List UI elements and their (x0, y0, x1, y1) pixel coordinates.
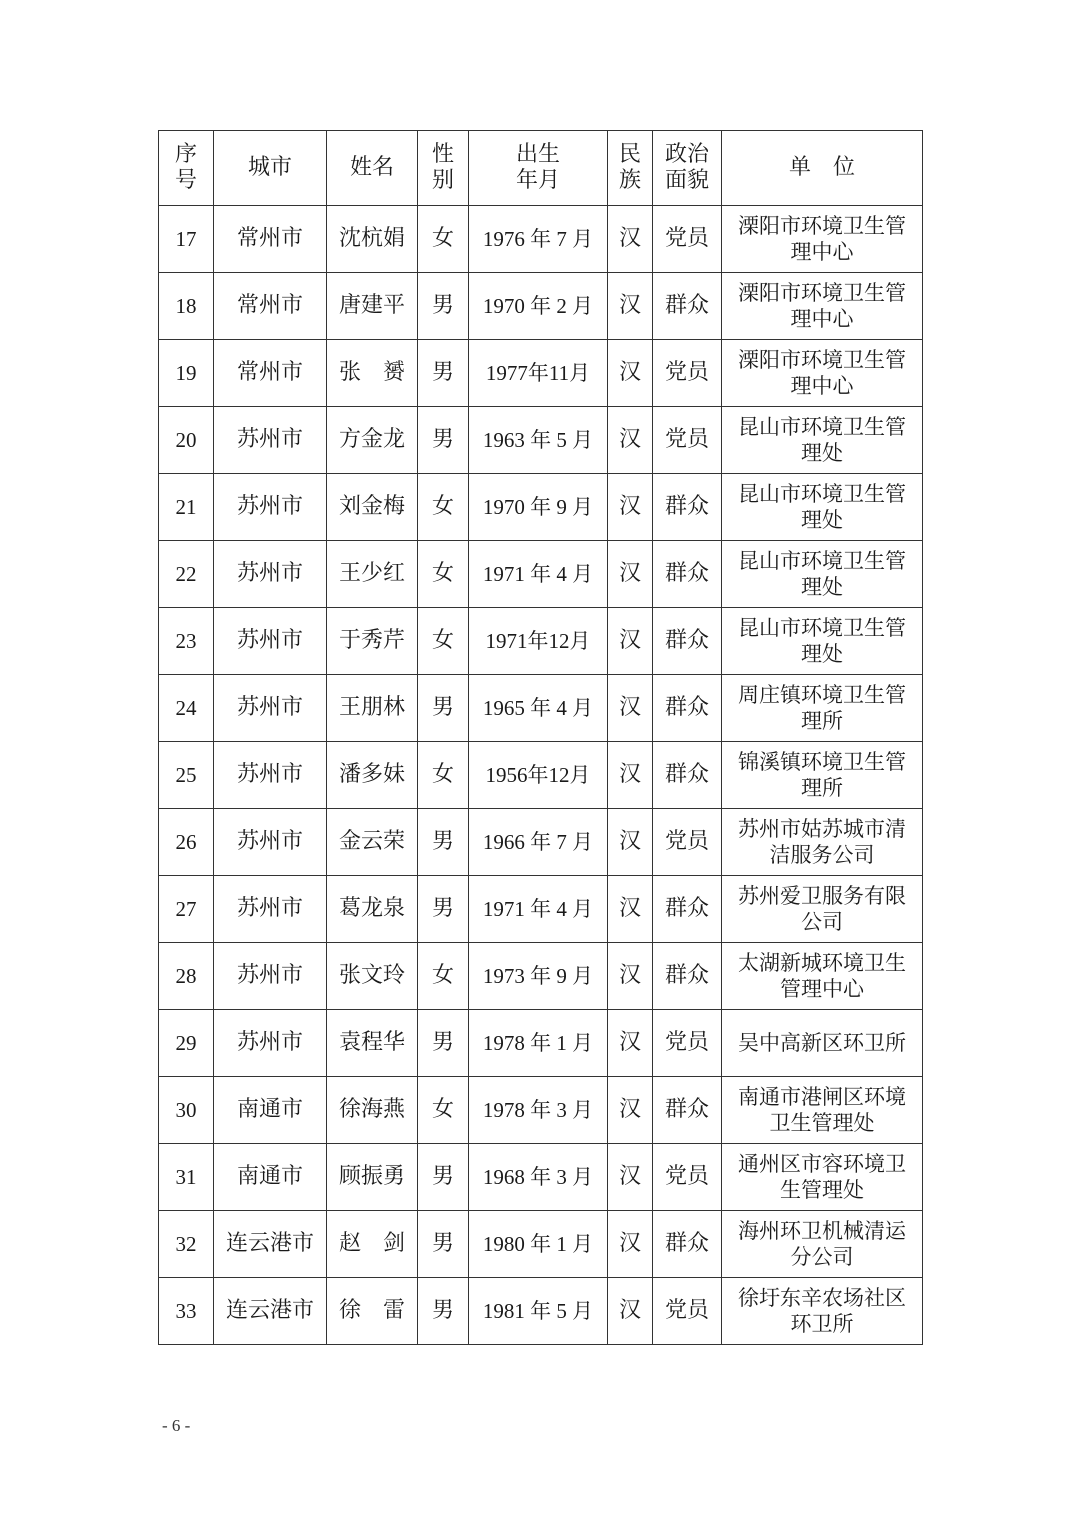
cell-city: 苏州市 (214, 474, 327, 541)
table-row (159, 1144, 923, 1211)
cell-birth: 1978 年 1 月 (469, 1010, 608, 1077)
table-header (159, 131, 923, 206)
header-ethnicity: 民 族 (608, 131, 653, 206)
cell-unit: 溧阳市环境卫生管理中心 (722, 273, 923, 340)
table-row (159, 1278, 923, 1345)
table-row (159, 541, 923, 608)
table-row (159, 742, 923, 809)
cell-city: 常州市 (214, 273, 327, 340)
cell-birth: 1966 年 7 月 (469, 809, 608, 876)
cell-birth: 1980 年 1 月 (469, 1211, 608, 1278)
table-row (159, 943, 923, 1010)
cell-gender: 男 (418, 1144, 469, 1211)
table-row (159, 1077, 923, 1144)
cell-name: 徐 雷 (327, 1278, 418, 1345)
cell-ethnicity: 汉 (608, 809, 653, 876)
page-number: - 6 - (162, 1416, 191, 1435)
cell-seq: 29 (159, 1010, 214, 1077)
cell-city: 苏州市 (214, 876, 327, 943)
cell-name: 王少红 (327, 541, 418, 608)
cell-political: 群众 (653, 1077, 722, 1144)
header-birth: 出生 年月 (469, 131, 608, 206)
cell-political: 党员 (653, 1010, 722, 1077)
cell-city: 南通市 (214, 1077, 327, 1144)
header-city: 城市 (214, 131, 327, 206)
cell-city: 南通市 (214, 1144, 327, 1211)
cell-seq: 25 (159, 742, 214, 809)
header-name: 姓名 (327, 131, 418, 206)
cell-gender: 女 (418, 206, 469, 273)
cell-ethnicity: 汉 (608, 206, 653, 273)
cell-name: 张 赟 (327, 340, 418, 407)
cell-city: 苏州市 (214, 407, 327, 474)
cell-unit: 吴中高新区环卫所 (722, 1010, 923, 1077)
cell-gender: 男 (418, 876, 469, 943)
cell-birth: 1981 年 5 月 (469, 1278, 608, 1345)
cell-name: 赵 剑 (327, 1211, 418, 1278)
cell-gender: 女 (418, 474, 469, 541)
cell-name: 金云荣 (327, 809, 418, 876)
cell-seq: 32 (159, 1211, 214, 1278)
table-row (159, 876, 923, 943)
table-row (159, 809, 923, 876)
cell-ethnicity: 汉 (608, 273, 653, 340)
cell-birth: 1965 年 4 月 (469, 675, 608, 742)
table-row (159, 340, 923, 407)
cell-unit: 苏州市姑苏城市清洁服务公司 (722, 809, 923, 876)
cell-ethnicity: 汉 (608, 340, 653, 407)
cell-birth: 1970 年 2 月 (469, 273, 608, 340)
cell-name: 沈杭娟 (327, 206, 418, 273)
cell-gender: 男 (418, 407, 469, 474)
cell-birth: 1968 年 3 月 (469, 1144, 608, 1211)
cell-unit: 苏州爱卫服务有限公司 (722, 876, 923, 943)
cell-political: 群众 (653, 675, 722, 742)
cell-political: 党员 (653, 1278, 722, 1345)
table-row (159, 608, 923, 675)
cell-seq: 24 (159, 675, 214, 742)
cell-gender: 男 (418, 1278, 469, 1345)
cell-unit: 锦溪镇环境卫生管理所 (722, 742, 923, 809)
cell-gender: 男 (418, 273, 469, 340)
cell-ethnicity: 汉 (608, 1144, 653, 1211)
cell-city: 连云港市 (214, 1278, 327, 1345)
cell-seq: 28 (159, 943, 214, 1010)
cell-gender: 女 (418, 943, 469, 1010)
cell-seq: 20 (159, 407, 214, 474)
cell-unit: 通州区市容环境卫生管理处 (722, 1144, 923, 1211)
cell-birth: 1978 年 3 月 (469, 1077, 608, 1144)
cell-political: 群众 (653, 541, 722, 608)
cell-seq: 17 (159, 206, 214, 273)
table-row (159, 675, 923, 742)
cell-political: 党员 (653, 809, 722, 876)
cell-name: 方金龙 (327, 407, 418, 474)
cell-unit: 南通市港闸区环境卫生管理处 (722, 1077, 923, 1144)
cell-name: 刘金梅 (327, 474, 418, 541)
cell-ethnicity: 汉 (608, 1010, 653, 1077)
cell-city: 苏州市 (214, 943, 327, 1010)
table-row (159, 1010, 923, 1077)
cell-seq: 23 (159, 608, 214, 675)
personnel-table (158, 130, 923, 1345)
cell-birth: 1963 年 5 月 (469, 407, 608, 474)
cell-ethnicity: 汉 (608, 608, 653, 675)
cell-political: 群众 (653, 742, 722, 809)
cell-seq: 27 (159, 876, 214, 943)
cell-political: 群众 (653, 943, 722, 1010)
cell-political: 党员 (653, 206, 722, 273)
cell-seq: 18 (159, 273, 214, 340)
cell-name: 潘多妹 (327, 742, 418, 809)
cell-name: 葛龙泉 (327, 876, 418, 943)
cell-political: 群众 (653, 876, 722, 943)
cell-ethnicity: 汉 (608, 943, 653, 1010)
cell-unit: 昆山市环境卫生管理处 (722, 608, 923, 675)
personnel-table-wrapper (158, 130, 923, 1345)
cell-city: 苏州市 (214, 675, 327, 742)
cell-political: 党员 (653, 407, 722, 474)
table-row (159, 474, 923, 541)
cell-ethnicity: 汉 (608, 1077, 653, 1144)
cell-gender: 男 (418, 809, 469, 876)
cell-ethnicity: 汉 (608, 675, 653, 742)
cell-unit: 昆山市环境卫生管理处 (722, 474, 923, 541)
cell-seq: 30 (159, 1077, 214, 1144)
header-gender: 性 别 (418, 131, 469, 206)
cell-city: 苏州市 (214, 742, 327, 809)
cell-ethnicity: 汉 (608, 407, 653, 474)
cell-city: 苏州市 (214, 541, 327, 608)
cell-city: 苏州市 (214, 809, 327, 876)
header-political: 政治 面貌 (653, 131, 722, 206)
cell-gender: 男 (418, 1211, 469, 1278)
cell-gender: 男 (418, 340, 469, 407)
cell-birth: 1956年12月 (469, 742, 608, 809)
header-seq: 序 号 (159, 131, 214, 206)
cell-gender: 女 (418, 742, 469, 809)
cell-seq: 26 (159, 809, 214, 876)
table-row (159, 1211, 923, 1278)
cell-birth: 1971 年 4 月 (469, 876, 608, 943)
table-body (159, 206, 923, 1345)
header-unit: 单 位 (722, 131, 923, 206)
cell-political: 党员 (653, 340, 722, 407)
cell-gender: 男 (418, 675, 469, 742)
cell-seq: 22 (159, 541, 214, 608)
cell-birth: 1971 年 4 月 (469, 541, 608, 608)
cell-ethnicity: 汉 (608, 876, 653, 943)
cell-unit: 昆山市环境卫生管理处 (722, 541, 923, 608)
cell-city: 苏州市 (214, 1010, 327, 1077)
cell-political: 群众 (653, 273, 722, 340)
cell-seq: 19 (159, 340, 214, 407)
table-row (159, 206, 923, 273)
cell-name: 于秀芹 (327, 608, 418, 675)
cell-gender: 女 (418, 1077, 469, 1144)
cell-unit: 周庄镇环境卫生管理所 (722, 675, 923, 742)
table-row (159, 273, 923, 340)
cell-ethnicity: 汉 (608, 474, 653, 541)
header-row (159, 131, 923, 206)
cell-unit: 徐圩东辛农场社区环卫所 (722, 1278, 923, 1345)
cell-unit: 溧阳市环境卫生管理中心 (722, 206, 923, 273)
cell-political: 群众 (653, 608, 722, 675)
table-row (159, 407, 923, 474)
cell-ethnicity: 汉 (608, 1278, 653, 1345)
cell-name: 唐建平 (327, 273, 418, 340)
cell-ethnicity: 汉 (608, 1211, 653, 1278)
cell-gender: 女 (418, 608, 469, 675)
cell-political: 党员 (653, 1144, 722, 1211)
cell-political: 群众 (653, 1211, 722, 1278)
cell-birth: 1976 年 7 月 (469, 206, 608, 273)
cell-city: 苏州市 (214, 608, 327, 675)
cell-birth: 1970 年 9 月 (469, 474, 608, 541)
cell-gender: 女 (418, 541, 469, 608)
cell-birth: 1973 年 9 月 (469, 943, 608, 1010)
cell-name: 徐海燕 (327, 1077, 418, 1144)
cell-ethnicity: 汉 (608, 742, 653, 809)
cell-gender: 男 (418, 1010, 469, 1077)
cell-political: 群众 (653, 474, 722, 541)
cell-seq: 33 (159, 1278, 214, 1345)
cell-city: 常州市 (214, 340, 327, 407)
cell-birth: 1971年12月 (469, 608, 608, 675)
cell-city: 连云港市 (214, 1211, 327, 1278)
cell-name: 顾振勇 (327, 1144, 418, 1211)
cell-name: 袁程华 (327, 1010, 418, 1077)
cell-seq: 31 (159, 1144, 214, 1211)
cell-city: 常州市 (214, 206, 327, 273)
cell-unit: 太湖新城环境卫生管理中心 (722, 943, 923, 1010)
cell-ethnicity: 汉 (608, 541, 653, 608)
cell-unit: 海州环卫机械清运分公司 (722, 1211, 923, 1278)
cell-seq: 21 (159, 474, 214, 541)
cell-unit: 昆山市环境卫生管理处 (722, 407, 923, 474)
cell-name: 张文玲 (327, 943, 418, 1010)
cell-birth: 1977年11月 (469, 340, 608, 407)
cell-unit: 溧阳市环境卫生管理中心 (722, 340, 923, 407)
cell-name: 王朋林 (327, 675, 418, 742)
